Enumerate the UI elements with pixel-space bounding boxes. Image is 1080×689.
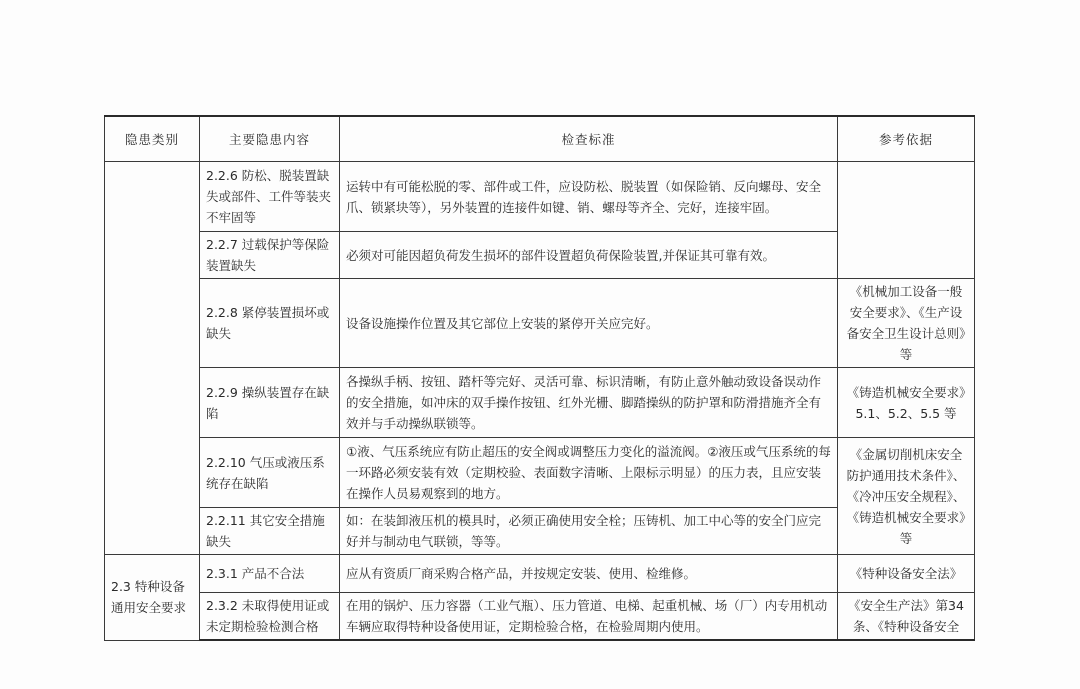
hazard-category: 2.3 特种设备通用安全要求 — [105, 555, 200, 641]
table-row — [105, 279, 975, 368]
reference-basis: 《特种设备安全法》 — [838, 555, 975, 593]
hazard-item: 2.2.10 气压或液压系统存在缺陷 — [200, 438, 340, 508]
header-inspection-standard: 检查标准 — [340, 116, 838, 162]
hazard-item: 2.2.9 操纵装置存在缺陷 — [200, 368, 340, 438]
hazard-item: 2.3.1 产品不合法 — [200, 555, 340, 593]
table-row — [105, 438, 975, 508]
inspection-standard: 必须对可能因超负荷发生损坏的部件设置超负荷保险装置,并保证其可靠有效。 — [340, 232, 838, 279]
inspection-standard: 如：在装卸液压机的模具时，必须正确使用安全栓；压铸机、加工中心等的安全门应完好并与制动电气联锁，等等。 — [340, 508, 838, 555]
inspection-standard: 设备设施操作位置及其它部位上安装的紧停开关应完好。 — [340, 279, 838, 368]
header-main-hazard: 主要隐患内容 — [200, 116, 340, 162]
table-row — [105, 555, 975, 593]
inspection-standard: 运转中有可能松脱的零、部件或工件，应设防松、脱装置（如保险销、反向螺母、安全爪、锁紧块等），另外装置的连接件如键、销、螺母等齐全、完好，连接牢固。 — [340, 162, 838, 232]
table-header-row — [105, 116, 975, 162]
table-row — [105, 368, 975, 438]
hazard-item: 2.2.11 其它安全措施缺失 — [200, 508, 340, 555]
reference-basis: 《铸造机械安全要求》5.1、5.2、5.5 等 — [838, 368, 975, 438]
hazard-item: 2.2.8 紧停装置损坏或缺失 — [200, 279, 340, 368]
hazard-item: 2.2.7 过载保护等保险装置缺失 — [200, 232, 340, 279]
inspection-standard: 各操纵手柄、按钮、踏杆等完好、灵活可靠、标识清晰，有防止意外触动致设备误动作的安全措施，如冲床的双手操作按钮、红外光栅、脚踏操纵的防护罩和防滑措施齐全有效并与手动操纵联锁等。 — [340, 368, 838, 438]
hazard-inspection-table — [104, 115, 975, 641]
header-hazard-category: 隐患类别 — [105, 116, 200, 162]
table-row — [105, 162, 975, 232]
inspection-standard: 应从有资质厂商采购合格产品，并按规定安装、使用、检维修。 — [340, 555, 838, 593]
hazard-item: 2.2.6 防松、脱装置缺失或部件、工件等装夹不牢固等 — [200, 162, 340, 232]
header-reference-basis: 参考依据 — [838, 116, 975, 162]
inspection-standard: 在用的锅炉、压力容器（工业气瓶）、压力管道、电梯、起重机械、场（厂）内专用机动车辆应取得特种设备使用证，定期检验合格，在检验周期内使用。 — [340, 593, 838, 641]
category-cell-empty — [105, 162, 200, 555]
reference-basis: 《安全生产法》第34条、《特种设备安全 — [838, 593, 975, 641]
reference-cell-empty — [838, 162, 975, 279]
reference-basis: 《机械加工设备一般安全要求》、《生产设备安全卫生设计总则》等 — [838, 279, 975, 368]
inspection-standard: ①液、气压系统应有防止超压的安全阀或调整压力变化的溢流阀。②液压或气压系统的每一环路必须安装有效（定期校验、表面数字清晰、上限标示明显）的压力表，且应安装在操作人员易观察到的地方。 — [340, 438, 838, 508]
hazard-item: 2.3.2 未取得使用证或未定期检验检测合格 — [200, 593, 340, 641]
table-row — [105, 593, 975, 641]
reference-basis: 《金属切削机床安全防护通用技术条件》、《冷冲压安全规程》、《铸造机械安全要求》等 — [838, 438, 975, 555]
